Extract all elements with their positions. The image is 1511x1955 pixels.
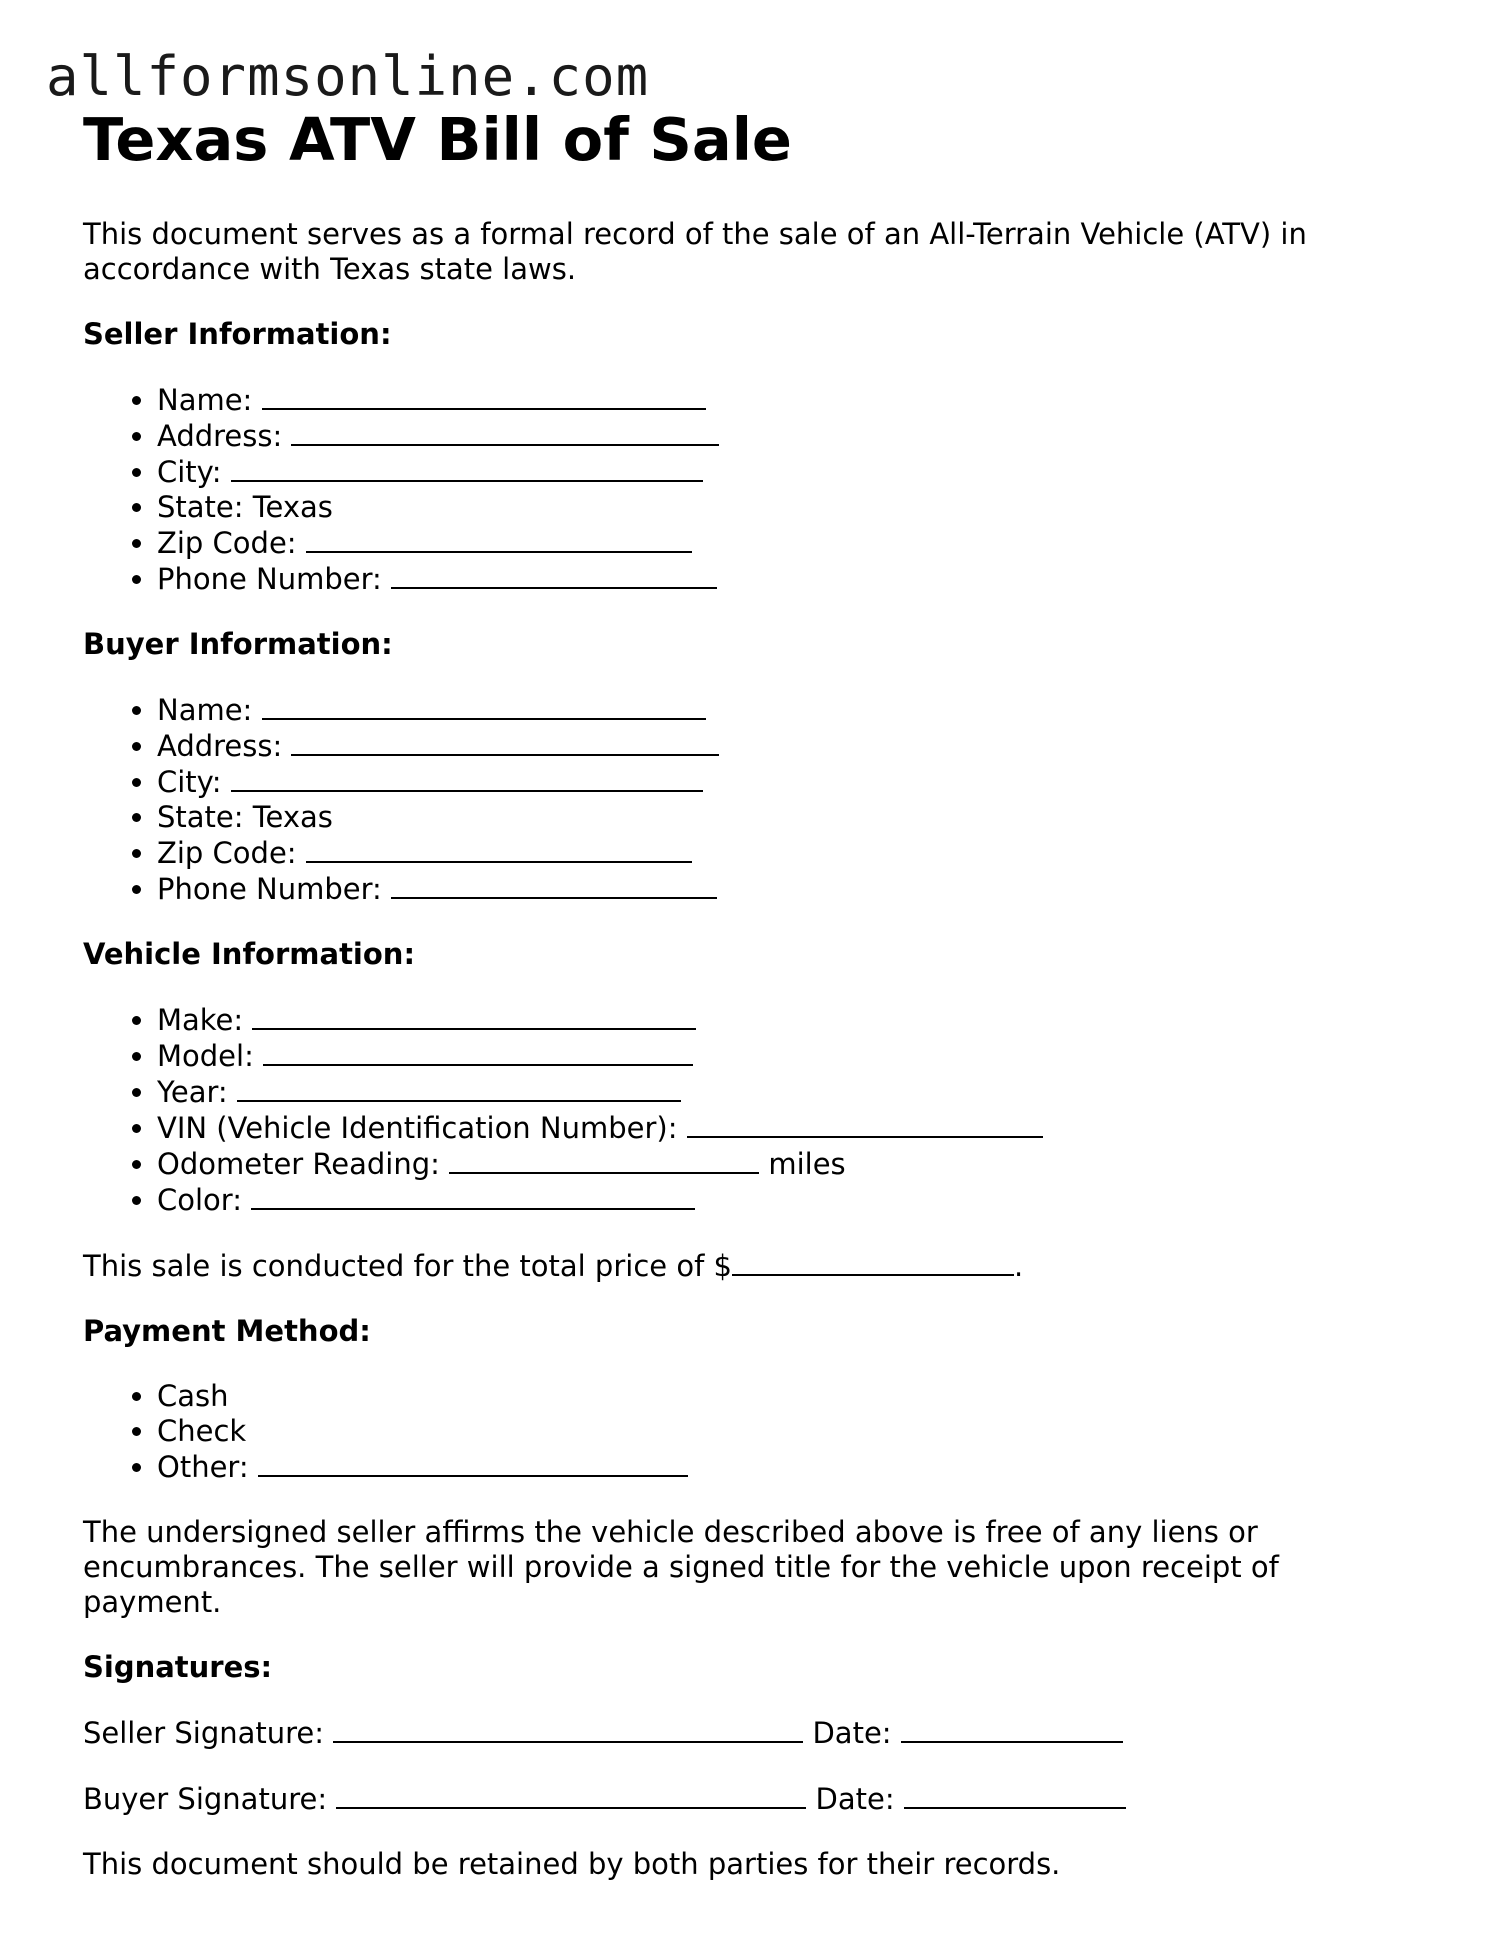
buyer-city-blank[interactable] xyxy=(231,764,703,792)
seller-signature-blank[interactable] xyxy=(333,1715,803,1743)
vehicle-make-field[interactable] xyxy=(157,1002,1443,1038)
buyer-address-field[interactable] xyxy=(157,728,1443,764)
price-prefix: This sale is conducted for the total price of $ xyxy=(83,1249,732,1283)
seller-state-label: State: Texas xyxy=(157,490,333,524)
vehicle-model-field[interactable] xyxy=(157,1038,1443,1074)
payment-option-label: Cash xyxy=(157,1379,229,1413)
seller-city-blank[interactable] xyxy=(231,454,703,482)
payment-option-cash[interactable] xyxy=(157,1379,1443,1414)
seller-signature-label: Seller Signature: xyxy=(83,1716,325,1750)
vehicle-vin-field[interactable] xyxy=(157,1110,1443,1146)
seller-name-label: Name: xyxy=(157,383,253,417)
footer-note: This document should be retained by both parties for their records. xyxy=(83,1847,1061,1881)
buyer-fields-list xyxy=(83,692,1443,907)
buyer-city-label: City: xyxy=(157,765,222,799)
buyer-state-field xyxy=(157,800,1443,835)
payment-heading: Payment Method: xyxy=(83,1314,371,1348)
payment-options-list xyxy=(83,1379,1443,1485)
seller-date-label: Date: xyxy=(812,1716,892,1750)
buyer-heading: Buyer Information: xyxy=(83,627,393,661)
seller-name-blank[interactable] xyxy=(262,382,706,410)
vehicle-color-field[interactable] xyxy=(157,1182,1443,1218)
seller-city-label: City: xyxy=(157,455,222,489)
payment-option-label: Other: xyxy=(157,1450,249,1484)
vehicle-fields-list xyxy=(83,1002,1443,1218)
seller-state-field xyxy=(157,490,1443,525)
vehicle-color-label: Color: xyxy=(157,1183,242,1217)
seller-signature-line[interactable] xyxy=(83,1715,1443,1751)
payment-option-check[interactable] xyxy=(157,1414,1443,1449)
buyer-phone-field[interactable] xyxy=(157,871,1443,907)
payment-other-blank[interactable] xyxy=(258,1449,688,1477)
seller-phone-blank[interactable] xyxy=(391,561,717,589)
price-line[interactable] xyxy=(83,1248,1443,1284)
seller-address-field[interactable] xyxy=(157,418,1443,454)
seller-phone-label: Phone Number: xyxy=(157,562,382,596)
buyer-state-label: State: Texas xyxy=(157,800,333,834)
seller-phone-field[interactable] xyxy=(157,561,1443,597)
buyer-zip-blank[interactable] xyxy=(306,835,692,863)
seller-zip-field[interactable] xyxy=(157,525,1443,561)
buyer-phone-blank[interactable] xyxy=(391,871,717,899)
vehicle-odometer-unit: miles xyxy=(768,1147,846,1181)
buyer-zip-label: Zip Code: xyxy=(157,836,297,870)
seller-address-label: Address: xyxy=(157,419,283,453)
vehicle-odometer-label: Odometer Reading: xyxy=(157,1147,440,1181)
buyer-city-field[interactable] xyxy=(157,764,1443,800)
buyer-date-blank[interactable] xyxy=(904,1781,1126,1809)
buyer-signature-line[interactable] xyxy=(83,1781,1443,1817)
vehicle-model-blank[interactable] xyxy=(263,1038,693,1066)
buyer-name-field[interactable] xyxy=(157,692,1443,728)
buyer-zip-field[interactable] xyxy=(157,835,1443,871)
seller-address-blank[interactable] xyxy=(291,418,719,446)
buyer-signature-label: Buyer Signature: xyxy=(83,1782,328,1816)
vehicle-odometer-field[interactable] xyxy=(157,1146,1443,1182)
buyer-address-label: Address: xyxy=(157,729,283,763)
vehicle-vin-blank[interactable] xyxy=(687,1110,1043,1138)
vehicle-heading: Vehicle Information: xyxy=(83,937,416,971)
seller-heading: Seller Information: xyxy=(83,317,392,351)
price-blank[interactable] xyxy=(732,1248,1014,1276)
intro-paragraph: This document serves as a formal record of the sale of an All-Terrain Vehicle (ATV) in accordance with Texas state laws. xyxy=(83,217,1307,286)
seller-name-field[interactable] xyxy=(157,382,1443,418)
vehicle-year-label: Year: xyxy=(157,1075,228,1109)
watermark-site-name: allformsonline.com xyxy=(46,45,650,108)
vehicle-odometer-blank[interactable] xyxy=(449,1146,759,1174)
vehicle-make-label: Make: xyxy=(157,1003,244,1037)
page-title: Texas ATV Bill of Sale xyxy=(83,105,792,174)
payment-option-label: Check xyxy=(157,1414,247,1448)
vehicle-vin-label: VIN (Vehicle Identification Number): xyxy=(157,1111,678,1145)
buyer-date-label: Date: xyxy=(815,1782,895,1816)
buyer-address-blank[interactable] xyxy=(291,728,719,756)
seller-zip-blank[interactable] xyxy=(306,525,692,553)
buyer-name-label: Name: xyxy=(157,693,253,727)
vehicle-model-label: Model: xyxy=(157,1039,254,1073)
seller-fields-list xyxy=(83,382,1443,597)
buyer-name-blank[interactable] xyxy=(262,692,706,720)
affirmation-paragraph: The undersigned seller affirms the vehicle described above is free of any liens or encumbrances. The seller will provide a signed title for the vehicle upon receipt of payment. xyxy=(83,1515,1279,1619)
vehicle-year-blank[interactable] xyxy=(237,1074,681,1102)
vehicle-year-field[interactable] xyxy=(157,1074,1443,1110)
seller-zip-label: Zip Code: xyxy=(157,526,297,560)
payment-option-other[interactable] xyxy=(157,1449,1443,1485)
vehicle-make-blank[interactable] xyxy=(252,1002,696,1030)
buyer-phone-label: Phone Number: xyxy=(157,872,382,906)
buyer-signature-blank[interactable] xyxy=(336,1781,806,1809)
seller-city-field[interactable] xyxy=(157,454,1443,490)
signatures-heading: Signatures: xyxy=(83,1650,273,1684)
vehicle-color-blank[interactable] xyxy=(251,1182,695,1210)
seller-date-blank[interactable] xyxy=(901,1715,1123,1743)
document-page xyxy=(83,105,1443,1882)
price-suffix: . xyxy=(1013,1249,1024,1283)
